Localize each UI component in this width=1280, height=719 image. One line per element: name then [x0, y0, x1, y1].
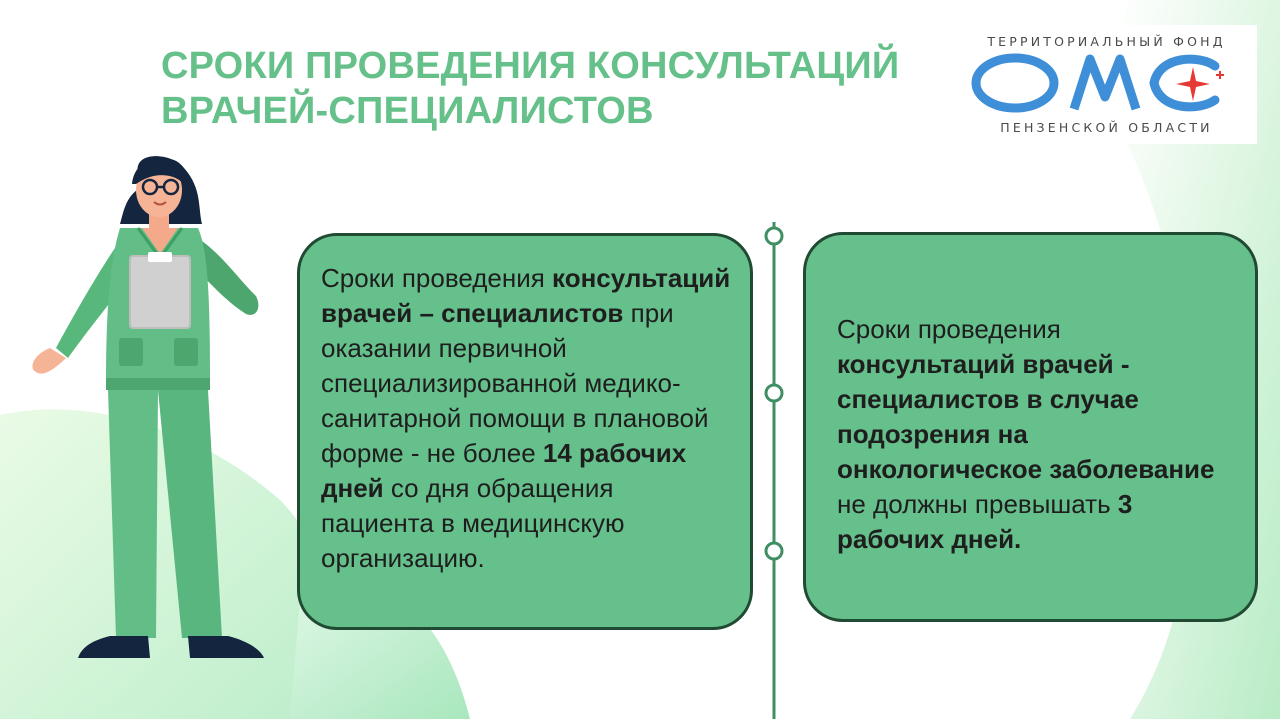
card-bold-text: консультаций врачей - специалистов в случае подозрения на онкологическое заболевание: [837, 349, 1215, 484]
logo-top-text: ТЕРРИТОРИАЛЬНЫЙ ФОНД: [987, 34, 1226, 49]
card-bold-text: 14 рабочих дней: [321, 438, 687, 503]
card-bold-text: консультаций врачей – специалистов: [321, 263, 731, 328]
card-text: Сроки проведения: [321, 263, 553, 293]
slide-title: [161, 44, 899, 134]
card-text: при оказании первичной специализированной медико-санитарной помощи в плановой форме - не более: [321, 298, 709, 468]
timeline: [760, 222, 790, 719]
card-bold-text: 3 рабочих дней.: [837, 489, 1133, 554]
doctor-illustration: [24, 150, 274, 662]
timeline-node: [766, 228, 782, 244]
timeline-node: [766, 543, 782, 559]
title-line-2: ВРАЧЕЙ-СПЕЦИАЛИСТОВ: [161, 90, 654, 132]
card-text: Сроки проведения: [837, 314, 1061, 344]
planned-care-card: [297, 233, 753, 630]
timeline-node: [766, 385, 782, 401]
oms-logo: [956, 25, 1257, 144]
card-text: со дня обращения пациента в медицинскую организацию.: [321, 473, 625, 573]
title-line-1: СРОКИ ПРОВЕДЕНИЯ КОНСУЛЬТАЦИЙ: [161, 45, 900, 87]
card-text: не должны превышать: [837, 489, 1118, 519]
oncology-card: [803, 232, 1258, 622]
logo-bottom-text: ПЕНЗЕНСКОЙ ОБЛАСТИ: [1000, 120, 1213, 135]
